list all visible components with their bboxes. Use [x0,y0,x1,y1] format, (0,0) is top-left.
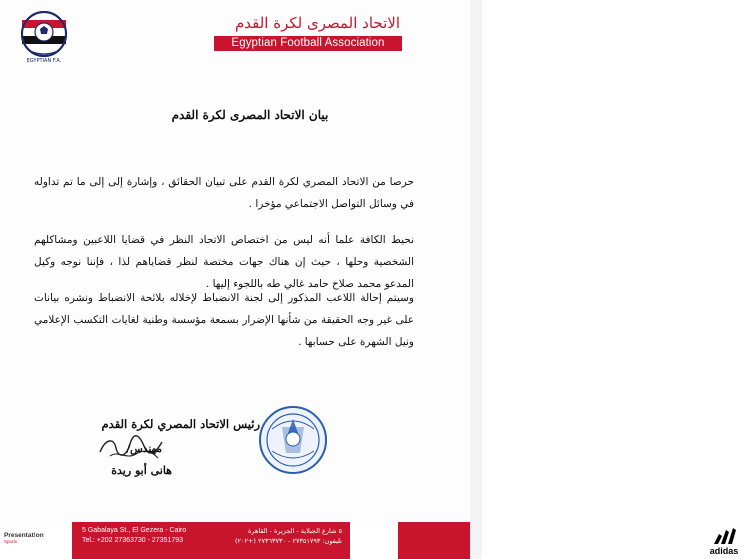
address-ar-line-1: ٥ شارع الجبلاية - الجزيرة - القاهرة [248,527,342,535]
signatory-name: هانى أبو ريدة [111,464,172,477]
footer-sponsor-right [350,522,739,559]
address-ar-line-2: تليفون: ٢٧٣٥١٧٩٣ - ٢٧٣٦٣٧٣٠ (+٢٠٢) [234,537,342,545]
address-english [82,526,202,546]
letter-title: بيان الاتحاد المصرى لكرة القدم [171,108,329,122]
address-arabic [210,526,342,546]
footer-bar [0,522,739,559]
adidas-logo-icon [712,528,736,544]
page-edge [470,0,482,559]
logo-caption: EGYPTIAN F.A. [26,58,62,64]
sponsor-presentation-sub: Sports [4,539,18,544]
paragraph-3: وسيتم إحالة اللاعب المذكور إلى لجنة الانضباط لإخلاله بلائحة الانضباط ونشره بيانات على غير وجه الحقيقة من شأنها الإضرار بسمعة مؤسسة وطنية لغايات التكسب الإعلامي ونيل الشهرة على حسابها . [34,292,414,348]
address-en-line-2: Tel.: +202 27363730 - 27351793 [82,537,184,544]
org-name-arabic: الاتحاد المصرى لكرة القدم [234,14,400,32]
signatory-prefix: مهندس/ [126,443,162,455]
org-name-english: Egyptian Football Association [231,37,385,49]
sponsor-adidas-word: adidas [709,546,739,556]
footer-sponsor-left [0,522,72,559]
paragraph-1: حرصا من الاتحاد المصري لكرة القدم على تبيان الحقائق ، وإشارة إلى إلى ما تم تداوله في وسائل التواصل الاجتماعي مؤخرا . [34,176,414,210]
efa-logo-icon [16,10,72,70]
address-en-line-1: 5 Gabalaya St., El Gezera - Cairo [82,527,187,534]
signatory-title: رئيس الاتحاد المصري لكرة القدم [101,417,260,431]
paragraph-2: نحيط الكافة علما أنه ليس من اختصاص الاتحاد النظر في قضايا اللاعبين ومشاكلهم الشخصية وحلها ، حيث إن هناك جهات مختصة لنظر قضاياهم لذا ، فإننا نوجه وكيل المدعو محمد صلاح حامد غالي طه باللجوء إليها . [34,234,414,290]
official-stamp-icon [258,405,328,475]
sponsor-presentation-logo: Presentat!on [4,532,44,539]
